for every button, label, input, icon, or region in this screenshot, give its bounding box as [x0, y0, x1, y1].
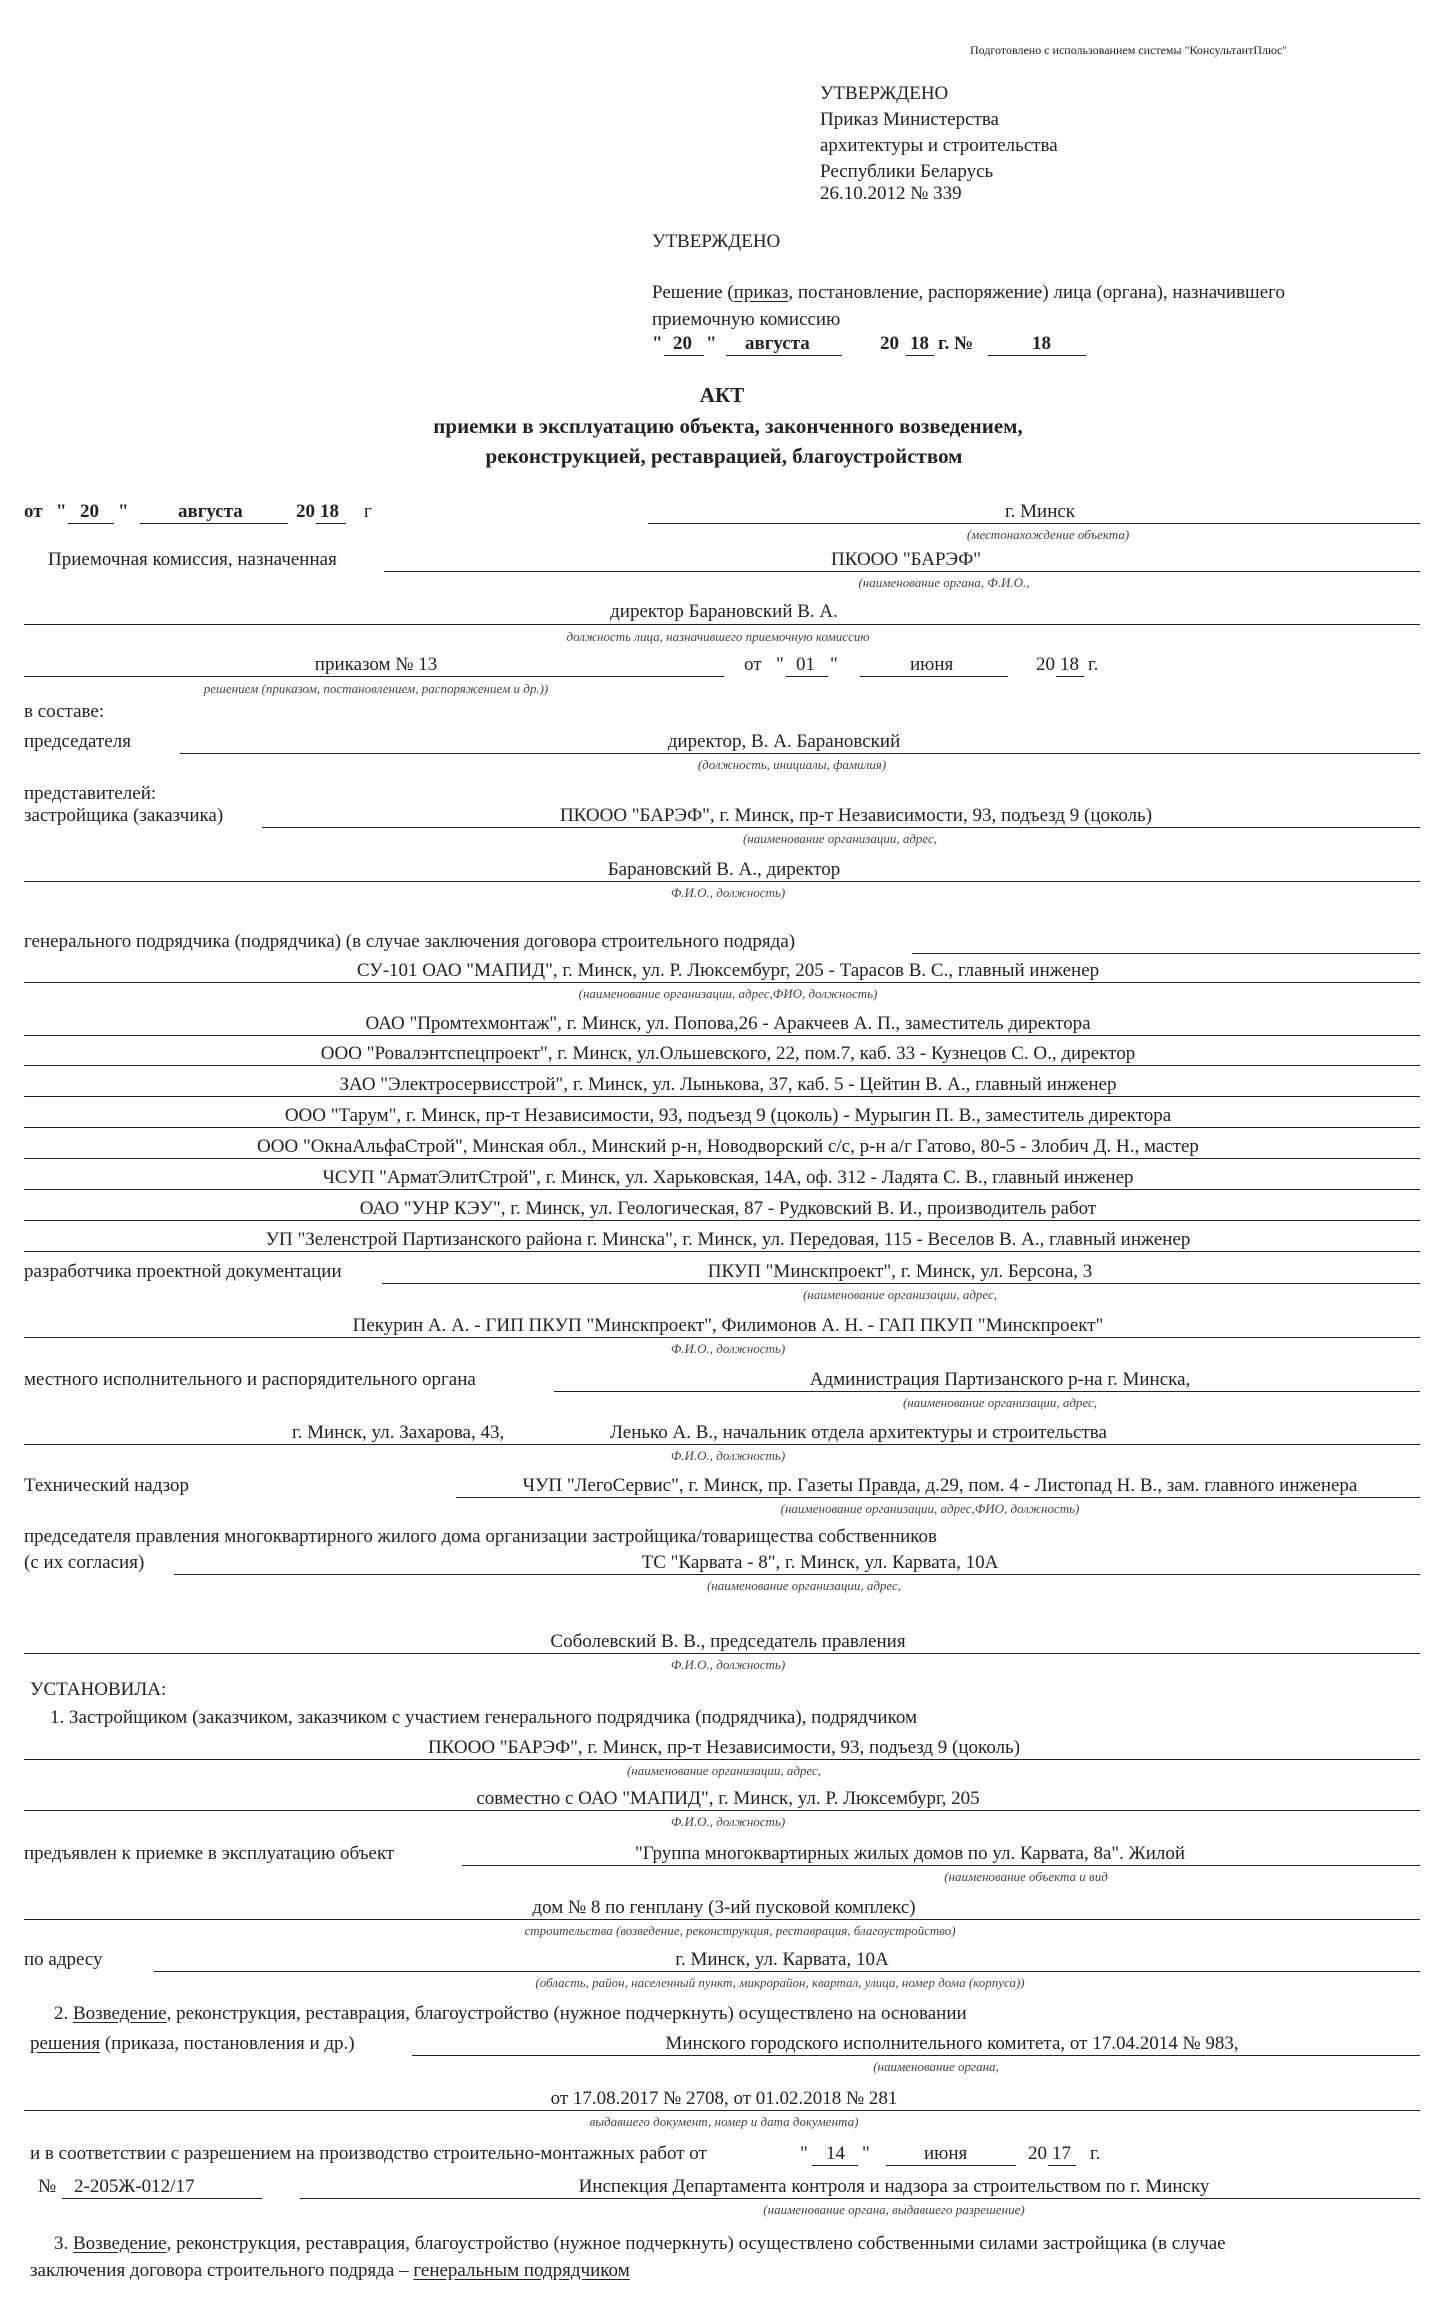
established-p3 — [54, 2234, 1226, 2253]
permit-no-label: № — [38, 2176, 57, 2197]
date-year-line — [316, 523, 346, 524]
decision-year: 18 — [910, 333, 929, 354]
commission-day: 01 — [796, 654, 815, 675]
object-city: г. Минск — [1004, 501, 1076, 522]
permit-quote-open: " — [800, 2143, 808, 2164]
designer-value: ПКУП "Минскпроект", г. Минск, ул. Берсона, 3 — [707, 1261, 1093, 1282]
established-p2-number: 2. — [54, 2003, 73, 2024]
contractor-row-line — [24, 1251, 1420, 1252]
contractor-row: ООО "Тарум", г. Минск, пр-т Независимости, 93, подъезд 9 (цоколь) - Мурыгин П. В., заместитель директора — [284, 1105, 1172, 1126]
local-authority-label: местного исполнительного и распорядительного органа — [24, 1369, 476, 1390]
object-caption: (наименование объекта и вид — [944, 1869, 1108, 1884]
date-year: 18 — [320, 501, 339, 522]
reps-label: представителей: — [24, 783, 157, 804]
commission-quote-open: " — [776, 654, 784, 675]
hoa-person-line — [24, 1653, 1420, 1654]
established-p2-link[interactable]: Возведение — [73, 2003, 167, 2024]
contractor-row: ОАО "Промтехмонтаж", г. Минск, ул. Попова,26 - Аракчеев А. П., заместитель директора — [365, 1013, 1091, 1034]
commission-quote-close: " — [830, 654, 838, 675]
developer-person: Барановский В. А., директор — [607, 859, 841, 880]
developer-label: застройщика (заказчика) — [24, 805, 224, 826]
established-p2b — [30, 2034, 355, 2053]
decision-number-line — [988, 355, 1086, 356]
permit-org: Инспекция Департамента контроля и надзора за строительством по г. Минску — [578, 2176, 1210, 2197]
established-p1: 1. Застройщиком (заказчиком, заказчиком с участием генерального подрядчика (подрядчика), подрядчиком — [50, 1707, 918, 1728]
established-p3-line2 — [30, 2261, 630, 2280]
date-g: г — [364, 501, 372, 522]
hoa-value: ТС "Карвата - 8", г. Минск, ул. Карвата, 10А — [641, 1552, 999, 1573]
contractor-row: ООО "ОкнаАльфаСтрой", Минская обл., Минский р-н, Новодворский с/с, р-н а/г Гатово, 80-5 - Злобич Д. Н., мастер — [257, 1136, 1199, 1157]
permit-org-line — [300, 2198, 1420, 2199]
permit-quote-close: " — [862, 2143, 870, 2164]
contractor-row: ООО "Ровалэнтспецпроект", г. Минск, ул.Ольшевского, 22, пом.7, каб. 33 - Кузнецов С. О., директор — [320, 1043, 1136, 1064]
object-value-2: дом № 8 по генплану (3-ий пусковой комплекс) — [532, 1897, 916, 1918]
established-p2-value-line — [412, 2055, 1420, 2056]
commission-order-caption: решением (приказом, постановлением, распоряжением и др.)) — [203, 681, 549, 696]
contractor-row: УП "Зеленстрой Партизанского района г. Минска", г. Минск, ул. Передовая, 115 - Веселов В. А., главный инженер — [265, 1229, 1191, 1250]
local-authority-person: Ленько А. В., начальник отдела архитектуры и строительства — [610, 1422, 1107, 1443]
date-ot: от — [24, 501, 43, 522]
contractor-row-line — [24, 1189, 1420, 1190]
hoa-person: Соболевский В. В., председатель правления — [550, 1631, 906, 1652]
permit-org-caption: (наименование органа, выдавшего разрешение) — [763, 2202, 1025, 2217]
permit-g: г. — [1090, 2143, 1101, 2164]
chair-value: директор, В. А. Барановский — [667, 731, 901, 752]
object-label: предъявлен к приемке в эксплуатацию объект — [24, 1843, 395, 1864]
composition-label: в составе: — [24, 701, 105, 722]
chair-caption: (должность, инициалы, фамилия) — [697, 757, 887, 772]
approval-line: 26.10.2012 № 339 — [820, 183, 962, 204]
commission-person-line — [24, 624, 1420, 625]
general-contractor-label: генерального подрядчика (подрядчика) (в случае заключения договора строительного подряда) — [24, 931, 796, 952]
established-p2-value-2-line — [24, 2110, 1420, 2111]
general-contractor-caption: (наименование организации, адрес,ФИО, должность) — [578, 986, 878, 1001]
act-subtitle-1: приемки в эксплуатацию объекта, законченного возведением, — [433, 414, 1023, 438]
date-quote-open: " — [56, 501, 67, 522]
date-day-line — [68, 523, 114, 524]
developer-person-line — [24, 881, 1420, 882]
tech-supervision-line — [456, 1497, 1420, 1498]
hoa-line — [174, 1574, 1420, 1575]
address-line — [154, 1971, 1420, 1972]
commission-from: от — [744, 654, 762, 675]
permit-number-line — [62, 2198, 262, 2199]
established-p2-caption: (наименование органа, — [873, 2059, 999, 2074]
date-day: 20 — [80, 501, 99, 522]
approval-line: Приказ Министерства — [820, 109, 999, 130]
object-line — [462, 1865, 1420, 1866]
hoa-person-caption: Ф.И.О., должность) — [670, 1657, 786, 1672]
decision-text-post: , постановление, распоряжение) лица (органа), назначившего — [788, 282, 1285, 303]
local-authority-person-line — [24, 1444, 1420, 1445]
established-p3-line2-text: заключения договора строительного подряда – — [30, 2260, 414, 2281]
established-p2-text: , реконструкция, реставрация, благоустройство (нужное подчеркнуть) осуществлено на основании — [166, 2003, 967, 2024]
established-p1-org-line — [24, 1759, 1420, 1760]
commission-year-line — [1056, 676, 1084, 677]
permit-label: и в соответствии с разрешением на производство строительно-монтажных работ от — [30, 2143, 707, 2164]
tech-supervision-value: ЧУП "ЛегоСервис", г. Минск, пр. Газеты Правда, д.29, пом. 4 - Листопад Н. В., зам. главного инженера — [522, 1475, 1358, 1496]
approval-title: УТВЕРЖДЕНО — [652, 231, 781, 252]
contractor-row-line — [24, 1127, 1420, 1128]
decision-text-line2: приемочную комиссию — [652, 309, 841, 330]
commission-g: г. — [1088, 654, 1099, 675]
developer-value: ПКООО "БАРЭФ", г. Минск, пр-т Независимости, 93, подъезд 9 (цоколь) — [559, 805, 1153, 826]
local-authority-person-caption: Ф.И.О., должность) — [670, 1448, 786, 1463]
commission-century: 20 — [1036, 654, 1055, 675]
established-p2 — [54, 2004, 967, 2023]
approval-line: архитектуры и строительства — [820, 135, 1058, 156]
decision-month-line — [726, 355, 842, 356]
contractor-row: ЧСУП "АрматЭлитСтрой", г. Минск, ул. Харьковская, 14А, оф. 312 - Ладята С. В., главный инженер — [322, 1167, 1134, 1188]
source-note: Подготовлено с использованием системы "КонсультантПлюс" — [970, 43, 1288, 57]
designer-line — [382, 1283, 1420, 1284]
established-p2b-text: (приказа, постановления и др.) — [100, 2033, 355, 2054]
permit-year: 17 — [1052, 2143, 1071, 2164]
permit-day-line — [812, 2165, 858, 2166]
object-city-caption: (местонахождение объекта) — [966, 527, 1130, 542]
date-month: августа — [178, 501, 243, 522]
contractor-row-line — [24, 1158, 1420, 1159]
hoa-caption: (наименование организации, адрес, — [706, 1578, 902, 1593]
object-caption-2: строительства (возведение, реконструкция, реставрация, благоустройство) — [524, 1923, 956, 1938]
contractor-row-line — [24, 1065, 1420, 1066]
decision-day-line — [664, 355, 704, 356]
contractor-row: ЗАО "Электросервисстрой", г. Минск, ул. Лынькова, 37, каб. 5 - Цейтин В. А., главный инженер — [339, 1074, 1117, 1095]
local-authority-line — [554, 1391, 1420, 1392]
tech-supervision-label: Технический надзор — [24, 1475, 190, 1496]
decision-year-line — [906, 355, 934, 356]
established-p1-with-caption: Ф.И.О., должность) — [670, 1814, 786, 1829]
developer-person-caption: Ф.И.О., должность) — [670, 885, 786, 900]
date-quote-close: " — [118, 501, 129, 522]
commission-month: июня — [910, 654, 954, 675]
developer-caption: (наименование организации, адрес, — [742, 831, 938, 846]
commission-org-caption: (наименование органа, Ф.И.О., — [858, 575, 1030, 590]
contractor-row-line — [24, 1220, 1420, 1221]
developer-line — [262, 827, 1420, 828]
chair-label: председателя — [24, 731, 131, 752]
commission-day-line — [786, 676, 828, 677]
established-p3-link[interactable]: Возведение — [73, 2233, 167, 2254]
chair-line — [180, 753, 1420, 754]
established-p2-value-2: от 17.08.2017 № 2708, от 01.02.2018 № 281 — [550, 2088, 898, 2109]
decision-quote-open: " — [652, 333, 663, 354]
date-century: 20 — [296, 501, 315, 522]
decision-link-order[interactable]: приказ — [733, 282, 789, 303]
established-p2-value: Минского городского исполнительного комитета, от 17.04.2014 № 983, — [665, 2033, 1239, 2054]
hoa-label-2: (с их согласия) — [24, 1552, 145, 1573]
decision-quote-close: " — [706, 333, 717, 354]
address-value: г. Минск, ул. Карвата, 10А — [675, 1949, 889, 1970]
object-value: "Группа многоквартирных жилых домов по ул. Карвата, 8а". Жилой — [634, 1843, 1186, 1864]
contractor-row-line — [24, 1096, 1420, 1097]
contractor-row-line — [24, 1035, 1420, 1036]
commission-org-line — [384, 571, 1420, 572]
local-authority-address: г. Минск, ул. Захарова, 43, — [292, 1422, 505, 1443]
permit-month: июня — [924, 2143, 968, 2164]
act-title: АКТ — [699, 383, 745, 407]
designer-people: Пекурин А. А. - ГИП ПКУП "Минскпроект", Филимонов А. Н. - ГАП ПКУП "Минскпроект" — [352, 1315, 1104, 1336]
commission-person: директор Барановский В. А. — [610, 601, 838, 622]
established-p3-line2-link[interactable]: генеральным подрядчиком — [413, 2260, 630, 2281]
commission-year: 18 — [1060, 654, 1079, 675]
general-contractor-value: СУ-101 ОАО "МАПИД", г. Минск, ул. Р. Люксембург, 205 - Тарасов В. С., главный инженер — [356, 960, 1100, 981]
designer-people-line — [24, 1337, 1420, 1338]
local-authority-caption: (наименование организации, адрес, — [902, 1395, 1098, 1410]
act-subtitle-2: реконструкцией, реставрацией, благоустройством — [485, 444, 963, 468]
established-p1-with-line — [24, 1810, 1420, 1811]
established-label: УСТАНОВИЛА: — [30, 1679, 167, 1700]
decision-text-pre: Решение ( — [652, 282, 734, 303]
commission-org: ПКООО "БАРЭФ" — [831, 549, 981, 570]
permit-number: 2-205Ж-012/17 — [74, 2176, 195, 2197]
established-p3-text: , реконструкция, реставрация, благоустройство (нужное подчеркнуть) осуществлено собственными силами застройщика (в случае — [166, 2233, 1226, 2254]
designer-label: разработчика проектной документации — [24, 1261, 342, 1282]
address-label: по адресу — [24, 1949, 103, 1970]
general-contractor-line — [24, 982, 1420, 983]
approval-title: УТВЕРЖДЕНО — [820, 83, 949, 104]
decision-day: 20 — [673, 333, 692, 354]
object-line-2 — [24, 1919, 1420, 1920]
general-contractor-label-line — [912, 953, 1420, 954]
hoa-label: председателя правления многоквартирного жилого дома организации застройщика/товарищества собственников — [24, 1526, 938, 1547]
permit-century: 20 — [1028, 2143, 1047, 2164]
local-authority-value: Администрация Партизанского р-на г. Минска, — [809, 1369, 1191, 1390]
decision-g-no: г. № — [938, 333, 974, 354]
permit-day: 14 — [826, 2143, 845, 2164]
approval-line: Республики Беларусь — [820, 161, 994, 182]
decision-number: 18 — [1032, 333, 1051, 354]
date-month-line — [140, 523, 288, 524]
decision-month: августа — [745, 333, 810, 354]
commission-label: Приемочная комиссия, назначенная — [48, 549, 337, 570]
decision-century: 20 — [880, 333, 899, 354]
designer-caption: (наименование организации, адрес, — [802, 1287, 998, 1302]
address-caption: (область, район, населенный пункт, микрорайон, квартал, улица, номер дома (корпуса)) — [535, 1975, 1025, 1990]
commission-order-line — [24, 676, 724, 677]
permit-month-line — [886, 2165, 1016, 2166]
contractor-row: ОАО "УНР КЭУ", г. Минск, ул. Геологическая, 87 - Рудковский В. И., производитель работ — [359, 1198, 1097, 1219]
established-p1-with: совместно с ОАО "МАПИД", г. Минск, ул. Р. Люксембург, 205 — [476, 1788, 980, 1809]
designer-people-caption: Ф.И.О., должность) — [670, 1341, 786, 1356]
commission-month-line — [860, 676, 1008, 677]
established-p1-org: ПКООО "БАРЭФ", г. Минск, пр-т Независимости, 93, подъезд 9 (цоколь) — [427, 1737, 1021, 1758]
object-city-line — [648, 523, 1420, 524]
established-p1-org-caption: (наименование организации, адрес, — [626, 1763, 822, 1778]
commission-person-caption: должность лица, назначившего приемочную комиссию — [566, 629, 870, 644]
tech-supervision-caption: (наименование организации, адрес,ФИО, должность) — [780, 1501, 1080, 1516]
commission-order: приказом № 13 — [314, 654, 438, 675]
established-p3-number: 3. — [54, 2233, 73, 2254]
established-p2b-link[interactable]: решения — [30, 2033, 101, 2054]
permit-year-line — [1048, 2165, 1076, 2166]
decision-text — [652, 283, 1285, 302]
established-p2-caption-2: выдавшего документ, номер и дата документа) — [589, 2114, 859, 2129]
